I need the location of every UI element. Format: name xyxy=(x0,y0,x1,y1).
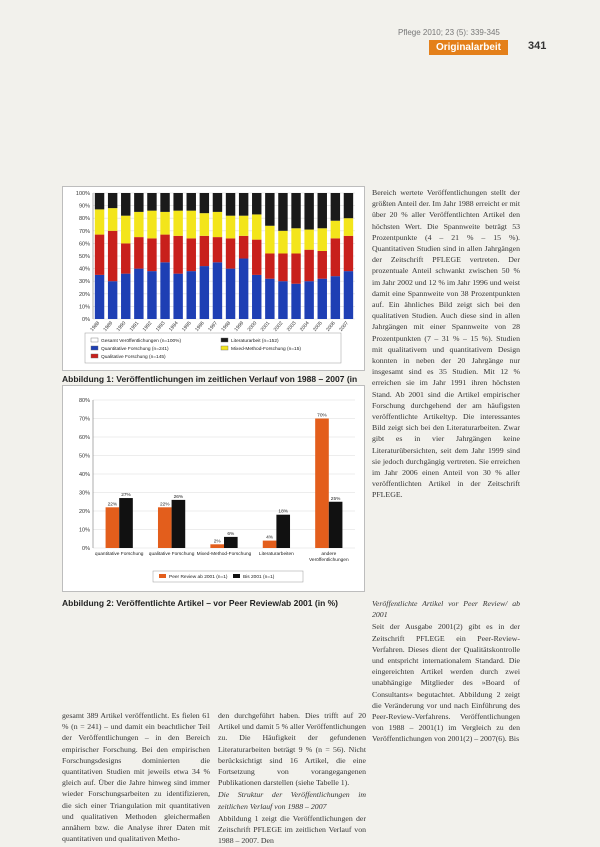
bar-segment xyxy=(187,271,196,319)
y-tick-label: 60% xyxy=(78,435,90,441)
bar-segment xyxy=(213,193,222,212)
bar-segment xyxy=(278,281,287,319)
bar-segment xyxy=(252,240,261,275)
bar-segment xyxy=(200,236,209,266)
y-tick-label: 30% xyxy=(78,490,90,497)
bar-segment xyxy=(291,193,300,228)
y-tick-label: 0% xyxy=(82,317,90,323)
data-label: 25% xyxy=(330,496,341,502)
bar-segment xyxy=(108,193,117,208)
bar-segment xyxy=(173,274,182,319)
data-label: 27% xyxy=(121,493,131,499)
bar xyxy=(315,419,329,549)
bar-segment xyxy=(278,253,287,281)
data-label: 6% xyxy=(227,531,235,537)
x-tick-label: qualitative Forschung xyxy=(148,552,195,557)
bar-segment xyxy=(121,193,130,216)
bar xyxy=(106,507,120,548)
y-tick-label: 0% xyxy=(82,546,90,552)
x-tick-label: Mixed-Method-Forschung xyxy=(196,552,252,557)
bar-segment xyxy=(226,216,235,239)
x-tick-label: 2006 xyxy=(325,320,337,333)
legend-swatch xyxy=(91,346,98,350)
figure2-caption: Abbildung 2: Veröffentlichte Artikel – vor Peer Review/ab 2001 (in %) xyxy=(62,598,339,608)
x-tick-label: 1995 xyxy=(181,320,193,333)
header-meta: Pflege 2010; 23 (5): 339-345 xyxy=(398,28,500,37)
page-number: 341 xyxy=(528,40,547,52)
col4-subheading: Veröffentlichte Artikel vor Peer Review/ ab 2001 xyxy=(372,599,520,620)
y-tick-label: 80% xyxy=(78,398,90,404)
x-tick-label: 2002 xyxy=(272,320,285,333)
bar-segment xyxy=(147,211,156,239)
bar-segment xyxy=(226,269,235,319)
y-tick-label: 100% xyxy=(75,191,90,197)
y-tick-label: 60% xyxy=(78,241,90,248)
bar-segment xyxy=(344,236,353,271)
bar-segment xyxy=(134,212,143,237)
legend-label: Literaturarbeit (n=152) xyxy=(231,339,279,344)
y-tick-label: 40% xyxy=(78,266,90,273)
x-tick-label: andere xyxy=(321,552,337,557)
bar-segment xyxy=(252,214,261,239)
bar-segment xyxy=(173,211,182,236)
bar-segment xyxy=(331,238,340,276)
bar xyxy=(329,502,343,548)
bar-segment xyxy=(344,193,353,218)
legend-swatch xyxy=(233,574,240,578)
bar-segment xyxy=(291,284,300,319)
bar-segment xyxy=(252,193,261,214)
bar-segment xyxy=(331,276,340,319)
bar-segment xyxy=(108,231,117,281)
bar-segment xyxy=(318,228,327,251)
bar-segment xyxy=(200,266,209,319)
bar-segment xyxy=(239,193,248,216)
bar-segment xyxy=(121,274,130,319)
col1-paragraph: gesamt 389 Artikel veröffentlicht. Es fielen 61 % (n = 241) – und damit ein beachtlicher Teil der Veröffentlichungen – in den Bereich empirischer Forschung. Bei den empirischen Forschungsdesigns dominierten die quantitativen Studien mit jeweils etwa 34 % gleich auf. Über die Jahre hinweg sind immer wieder Forschungsarbeiten zu identifizieren, die sich einer Triangulation mit quantitativen und qualitativen Methoden gleichermaßen annähern bzw. die Analyse ihrer Daten mit quantitativen und qualitativen Metho- xyxy=(62,711,210,844)
bar-segment xyxy=(278,193,287,231)
y-tick-label: 80% xyxy=(78,216,90,223)
col2-paragraph-1: den durchgeführt haben. Dies trifft auf 20 Artikel und damit 5 % aller Veröffentlichungen zu. Die Häufigkeit der gefundenen Literaturarbeiten beträgt 9 % (n = 56). Nicht berücksichtigt sind 16 Artikel, die eine Fortsetzung von vorangegangenen Publikationen darstellen (siehe Tabelle 1). xyxy=(218,711,366,788)
bar-segment xyxy=(134,193,143,212)
bar xyxy=(224,537,238,548)
y-tick-label: 90% xyxy=(78,203,90,210)
figure2-svg xyxy=(63,386,364,591)
bar-segment xyxy=(304,230,313,250)
bar xyxy=(158,507,172,548)
bar-segment xyxy=(265,279,274,319)
y-tick-label: 10% xyxy=(78,527,90,534)
y-tick-label: 20% xyxy=(78,291,90,298)
x-tick-label: 1994 xyxy=(167,320,180,333)
bar-segment xyxy=(265,253,274,278)
y-tick-label: 20% xyxy=(78,509,90,515)
figure1-svg xyxy=(63,187,364,370)
bar-segment xyxy=(318,193,327,228)
bar-segment xyxy=(239,236,248,259)
bar-segment xyxy=(187,193,196,211)
x-tick-label: 1997 xyxy=(207,320,219,333)
bar-segment xyxy=(226,238,235,268)
bar xyxy=(263,541,277,548)
y-tick-label: 50% xyxy=(78,254,90,260)
bar-segment xyxy=(108,208,117,231)
bar-segment xyxy=(304,250,313,282)
legend-label: Bis 2001 (n=1) xyxy=(243,575,275,580)
body-column-4 xyxy=(372,598,520,746)
bar-segment xyxy=(265,226,274,254)
bar-segment xyxy=(134,269,143,319)
x-tick-label: 2007 xyxy=(338,320,350,333)
x-tick-label: 1992 xyxy=(141,320,154,333)
bar-segment xyxy=(187,238,196,271)
bar-segment xyxy=(147,238,156,271)
bar-segment xyxy=(147,193,156,211)
figure1-chart xyxy=(62,186,365,371)
bar-segment xyxy=(95,275,104,319)
bar-segment xyxy=(121,243,130,273)
bar-segment xyxy=(318,251,327,279)
bar-segment xyxy=(173,193,182,211)
bar-segment xyxy=(108,281,117,319)
legend-label: Peer Review ab 2001 (n=1) xyxy=(169,575,228,580)
bar-segment xyxy=(95,209,104,234)
x-tick-label: 1999 xyxy=(233,320,246,333)
legend-label: Qualitative Forschung (n=145) xyxy=(101,355,166,360)
bar-segment xyxy=(95,193,104,209)
data-label: 2% xyxy=(213,539,221,545)
x-tick-label: 1993 xyxy=(154,320,167,333)
x-tick-label: 2003 xyxy=(285,320,298,333)
bar-segment xyxy=(239,216,248,236)
bar-segment xyxy=(344,218,353,236)
x-tick-label: 2000 xyxy=(246,320,259,333)
bar-segment xyxy=(252,275,261,319)
bar-segment xyxy=(331,193,340,221)
bar-segment xyxy=(121,216,130,244)
body-column-2 xyxy=(218,710,366,847)
bar-segment xyxy=(344,271,353,319)
x-tick-label: 2001 xyxy=(259,320,272,333)
bar-segment xyxy=(278,231,287,254)
bar-segment xyxy=(213,237,222,262)
y-tick-label: 70% xyxy=(78,416,90,423)
y-tick-label: 50% xyxy=(78,453,90,460)
bar-segment xyxy=(239,259,248,319)
legend-swatch xyxy=(221,346,228,350)
bar-segment xyxy=(304,193,313,230)
bar-segment xyxy=(304,281,313,319)
col2-paragraph-2: Abbildung 1 zeigt die Veröffentlichungen der Zeitschrift PFLEGE im zeitlichen Verlauf von 1988 – 2007. Den xyxy=(218,813,366,846)
bar-segment xyxy=(160,193,169,212)
legend-label: Gesamt Veröffentlichungen (n=100%) xyxy=(101,339,182,344)
bar-segment xyxy=(160,212,169,235)
bar-segment xyxy=(134,237,143,269)
data-label: 4% xyxy=(266,535,274,541)
data-label: 26% xyxy=(173,494,184,500)
data-label: 22% xyxy=(107,502,118,508)
x-tick-label: 1991 xyxy=(128,320,141,333)
legend-swatch xyxy=(159,574,166,578)
y-tick-label: 30% xyxy=(78,279,90,286)
body-column-3 xyxy=(372,187,520,502)
bar-segment xyxy=(226,193,235,216)
legend-label: Quantitative Forschung (n=241) xyxy=(101,347,169,352)
bar-segment xyxy=(173,236,182,274)
x-tick-label: 2004 xyxy=(298,320,311,333)
bar-segment xyxy=(160,262,169,319)
x-tick-label: 1996 xyxy=(194,320,206,333)
bar xyxy=(172,500,186,548)
bar-segment xyxy=(331,221,340,239)
data-label: 22% xyxy=(159,502,170,508)
x-tick-label: 1990 xyxy=(115,320,128,333)
body-column-1 xyxy=(62,710,210,845)
bar-segment xyxy=(291,253,300,283)
bar-segment xyxy=(291,228,300,253)
bar-segment xyxy=(160,235,169,263)
bar-segment xyxy=(95,235,104,275)
bar xyxy=(276,515,290,548)
bar-segment xyxy=(147,271,156,319)
legend-label: Mixed-Method-Forschung (n=15) xyxy=(231,347,301,352)
col3-paragraph: Bereich wertete Veröffentlichungen stellt der größten Anteil der. Im Jahr 1988 erreicht er mit über 20 % aller Veröffentlichten Artikel den höchsten Wert. Die Spannweite beträgt 53 Prozentpunkte (4 – 21 % – 15 %). Quantitativen Studien sind in allen Jahrgängen der Zeitschrift PFLEGE vertreten. Der prozentuale Anteil schwankt zwischen 50 % im Jahr 2002 und 12 % im Jahr 1996 und weist damit eine Spannweite von 38 Prozentpunkten auf. Ein ähnliches Bild zeigt sich bei den qualitativen Studien. Auch diese sind in allen Jahrgängen mit einer Spannweite von 28 Prozentpunkten (7 – 31 % – 15 %). Studien mit qualitativem und quantitativem Design konnten in neben der 20 Jahrgänge nur insgesamt sind es 35 Studien. Mit 12 % erreichen sie im Jahr 1991 ihren höchsten Stand. Ab 2001 sind die Artikel empirischer Forschung durchgehend der am häufigsten veröffentlichte Artikeltyp. Die interessantes Bild zeigt sich bei den Literaturarbeiten. Zwar gibt es in vier Jahrgängen keine Literaturübersichten, seit dem Jahr 1999 sind sie jedoch durchgängig vertreten. Sie erreichen im Jahr 2006 einen Anteil von 30 % aller veröffentlichten Artikel in der Zeitschrift PFLEGE. xyxy=(372,188,520,500)
bar xyxy=(210,544,224,548)
col2-subheading: Die Struktur der Veröffentlichungen im zeitlichen Verlauf von 1988 – 2007 xyxy=(218,790,366,811)
x-tick-label: 1989 xyxy=(102,320,115,333)
bar-segment xyxy=(318,279,327,319)
x-tick-label: 2005 xyxy=(312,320,324,333)
bar-segment xyxy=(187,211,196,239)
col4-paragraph: Seit der Ausgabe 2001(2) gibt es in der Zeitschrift PFLEGE ein Peer-Review-Verfahren. Dieses dient der Qualitätskontrolle und entspricht internationalem Standard. Die eingereichten Artikel werden durch zwei unabhängige Mitglieder des »Board of Consultants« begutachtet. Abbildung 2 zeigt die Veränderung vor und nach Einführung des Peer-Review-Verfahrens. Veröffentlichungen von 1988 – 2001(1) im Vergleich zu den Veröffentlichungen von 2001(2) – 2007(6). Bis xyxy=(372,622,520,744)
x-tick-label: Literaturarbeiten xyxy=(258,552,294,557)
x-tick-label: 1988 xyxy=(89,320,102,333)
y-tick-label: 10% xyxy=(78,304,90,311)
x-tick-label: 1998 xyxy=(220,320,233,333)
x-tick-label: Veröffentlichungen xyxy=(308,558,349,563)
bar-segment xyxy=(200,213,209,236)
bar xyxy=(119,498,133,548)
bar-segment xyxy=(265,193,274,226)
bar-segment xyxy=(200,193,209,213)
bar-segment xyxy=(213,212,222,237)
data-label: 18% xyxy=(278,509,289,515)
data-label: 70% xyxy=(317,413,327,419)
figure1-caption: Abbildung 1: Veröffentlichungen im zeitlichen Verlauf von 1988 – 2007 (in xyxy=(62,374,358,384)
bar-segment xyxy=(213,262,222,319)
y-tick-label: 70% xyxy=(78,228,90,235)
legend-swatch xyxy=(91,354,98,358)
legend-swatch xyxy=(221,338,228,342)
x-tick-label: quantitative Forschung xyxy=(94,552,144,557)
legend-swatch xyxy=(91,338,98,342)
y-tick-label: 40% xyxy=(78,472,90,478)
figure2-chart xyxy=(62,385,365,592)
section-badge: Originalarbeit xyxy=(429,40,508,55)
